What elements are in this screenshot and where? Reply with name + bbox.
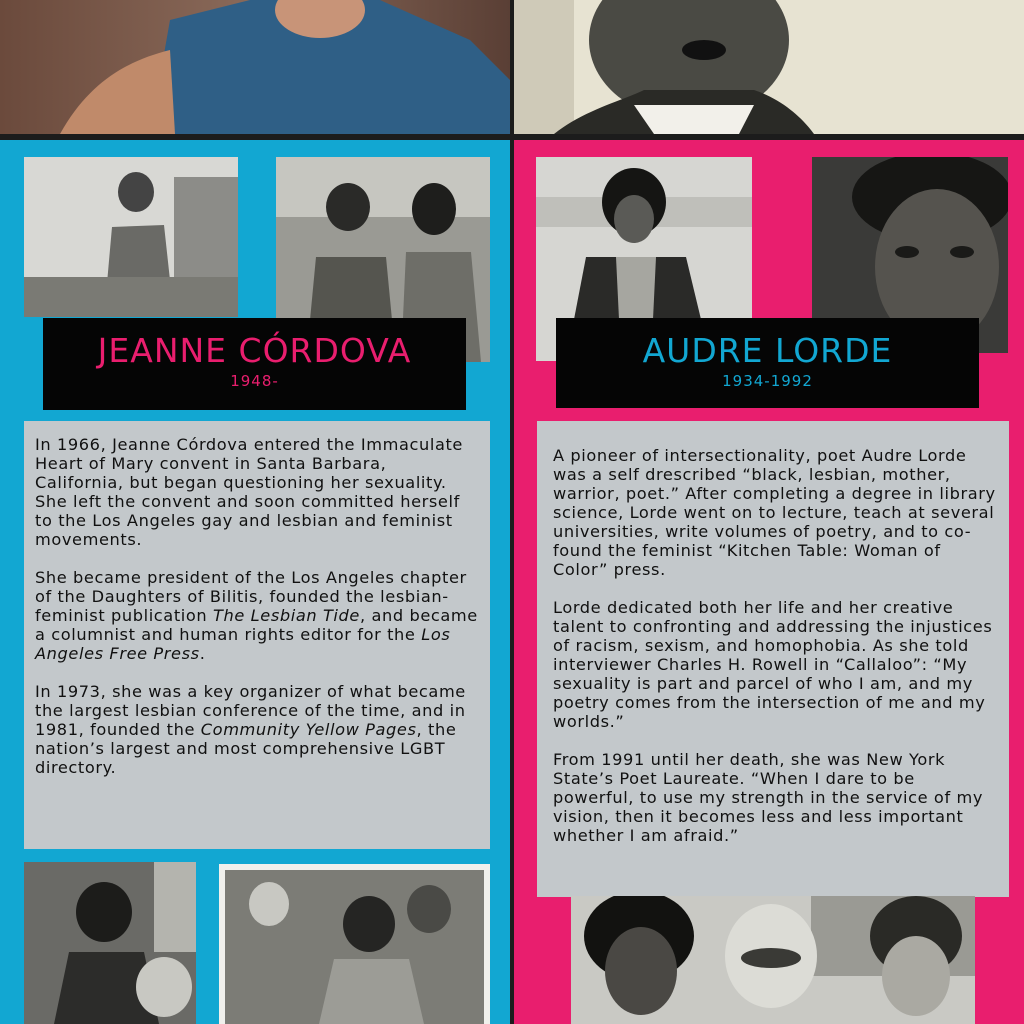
lorde-group-photo bbox=[571, 896, 975, 1024]
cordova-photo-1 bbox=[24, 157, 238, 317]
cordova-bio-paragraph-3: In 1973, she was a key organizer of what became the largest lesbian conference of the time, and in 1981, founded the Community Yellow Pages, the nation’s largest and most comprehensive LGBT directory. bbox=[35, 682, 466, 777]
cordova-bio bbox=[24, 421, 490, 849]
cordova-bio-paragraph-2: She became president of the Los Angeles chapter of the Daughters of Bilitis, founded the lesbian-feminist publication The Lesbian Tide, and became a columnist and human rights editor for the Los Angeles Free Press. bbox=[35, 568, 478, 663]
lorde-portrait-photo bbox=[514, 0, 1024, 134]
lorde-name-box bbox=[556, 318, 979, 408]
lorde-bio-paragraph-2: Lorde dedicated both her life and her creative talent to confronting and addressing the injustices of racism, sexism, and homophobia. As she told interviewer Charles H. Rowell in “Callaloo”: “My sexuality is part and parcel of who I am, and my poetry comes from the intersection of me and my worlds.” bbox=[553, 598, 993, 731]
lorde-bio-paragraph-3: From 1991 until her death, she was New York State’s Poet Laureate. “When I dare to be powerful, to use my strength in the service of my vision, then it becomes less and less important whether I am afraid.” bbox=[553, 750, 984, 845]
cordova-bio-paragraph-1: In 1966, Jeanne Córdova entered the Immaculate Heart of Mary convent in Santa Barbara, California, but began questioning her sexuality. She left the convent and soon committed herself to the Los Angeles gay and lesbian and feminist movements. bbox=[35, 435, 463, 549]
cordova-photo-4 bbox=[219, 864, 490, 1024]
cordova-photo-3 bbox=[24, 862, 196, 1024]
cordova-name-box bbox=[43, 318, 466, 410]
cordova-name: JEANNE CÓRDOVA bbox=[97, 331, 412, 370]
lorde-bio-paragraph-1: A pioneer of intersectionality, poet Audre Lorde was a self drescribed “black, lesbian, mother, warrior, poet.” After completing a degree in library science, Lorde went on to lecture, teach at several universities, write volumes of poetry, and to co-found the feminist “Kitchen Table: Woman of Color” press. bbox=[553, 446, 996, 579]
cordova-years: 1948- bbox=[230, 372, 279, 390]
lorde-name: AUDRE LORDE bbox=[642, 331, 893, 370]
lorde-years: 1934-1992 bbox=[722, 372, 813, 390]
lorde-bio bbox=[537, 421, 1009, 897]
cordova-portrait-photo bbox=[0, 0, 510, 134]
